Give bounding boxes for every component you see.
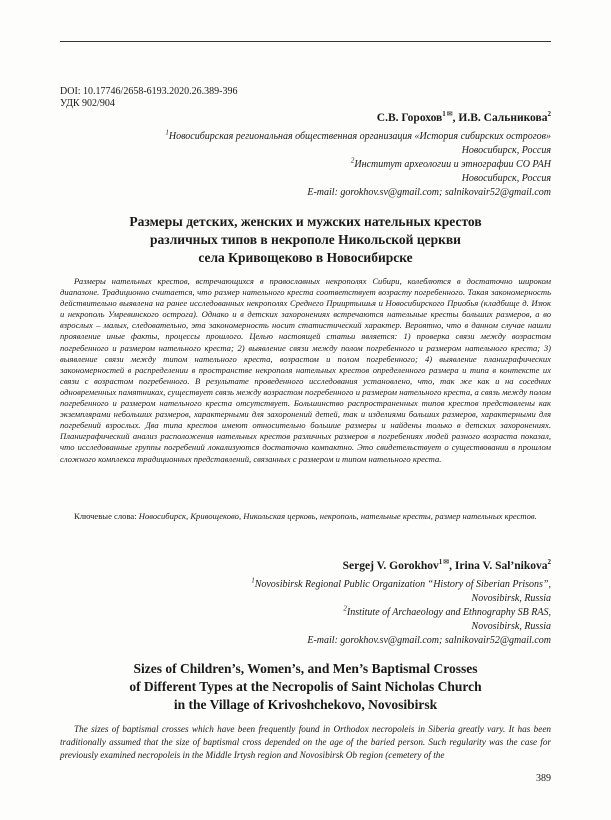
affil-line <box>251 606 551 620</box>
title-ru-line: села Кривощеково в Новосибирске <box>198 250 413 265</box>
affil-text: Novosibirsk, Russia <box>471 593 551 604</box>
page-number: 389 <box>536 773 551 784</box>
affil-line <box>251 620 551 634</box>
affil-email: E-mail: gorokhov.sv@gmail.com; salnikovair52@gmail.com <box>307 187 551 198</box>
title-en <box>60 660 551 714</box>
affil-text: Новосибирская региональная общественная организация «История сибирских острогов» <box>168 131 551 142</box>
title-ru-line: Размеры детских, женских и мужских нательных крестов <box>129 214 482 229</box>
affil-text: Novosibirsk, Russia <box>471 621 551 632</box>
author-separator: , <box>452 112 459 124</box>
author-ru-2: И.В. Сальникова <box>458 112 548 124</box>
affil-line <box>165 130 551 144</box>
affil-line <box>165 144 551 158</box>
author-en-2-sup: 2 <box>547 558 551 567</box>
title-ru <box>60 213 551 267</box>
affil-text: Новосибирск, Россия <box>461 173 551 184</box>
affil-text: Novosibirsk Regional Public Organization “History of Siberian Prisons”, <box>254 579 551 590</box>
affil-line <box>165 172 551 186</box>
doi: DOI: 10.17746/2658-6193.2020.26.389-396 <box>60 86 238 97</box>
udc: УДК 902/904 <box>60 98 115 109</box>
affil-sup: 1 <box>251 576 255 585</box>
title-en-line: in the Village of Krivoshchekovo, Novosibirsk <box>173 697 438 712</box>
envelope-icon: ✉ <box>446 110 453 119</box>
keywords-ru <box>60 511 551 522</box>
title-en-line: of Different Types at the Necropolis of Saint Nicholas Church <box>129 679 482 694</box>
affiliations-en <box>251 578 551 648</box>
envelope-icon: ✉ <box>443 558 450 567</box>
affil-text: Институт археологии и этнографии СО РАН <box>354 159 551 170</box>
header-rule <box>60 41 551 42</box>
authors-en <box>343 560 551 572</box>
affil-sup: 2 <box>343 604 347 613</box>
affil-text: Institute of Archaeology and Ethnography SB RAS, <box>346 607 551 618</box>
author-en-1-sup: 1 <box>438 558 443 567</box>
affil-sup: 1 <box>165 128 169 137</box>
affil-line <box>251 634 551 648</box>
author-en-1: Sergej V. Gorokhov <box>342 560 439 572</box>
affil-text: Новосибирск, Россия <box>461 145 551 156</box>
title-en-line: Sizes of Children’s, Women’s, and Men’s Baptismal Crosses <box>133 661 478 676</box>
author-en-2: Irina V. Sal’nikova <box>454 560 548 572</box>
authors-ru <box>377 112 551 124</box>
title-ru-line: различных типов в некрополе Никольской церкви <box>150 232 461 247</box>
affil-line <box>165 158 551 172</box>
author-ru-1-sup: 1 <box>442 110 446 119</box>
abstract-ru: Размеры нательных крестов, встречающихся в православных некрополях Сибири, колеблются в достаточно широком диапазоне. Традиционно считается, что размер нательного креста соответствует возрасту погребенного. Такая закономерность действительно выявлена на ранее исследованных некрополях Среднего Прииртышья и Новосибирского Приобья (кладбище д. Изюк и некрополь Умревинского острога). Однако и в детских захоронениях встречаются нательные кресты больших размеров, а во взрослых – малых, следовательно, эта закономерность носит статистический характер. Вероятно, что в данном случае нашли проявление иные факты, процессы прошлого. Целью настоящей статьи является: 1) проверка связи между возрастом погребенного и размером нательного креста; 2) выявление связи между полом погребенного и размером нательного креста; 3) выявление связи между типом нательного креста, возрастом и полом погребенного; 4) выявление планиграфических закономерностей в распределении в пространстве некрополя нательных крестов определенного размера и типа в контексте их связи с возрастом погребенного. В результате проведенного исследования установлено, что, так же как и на соседних одновременных памятниках, существует связь между возрастом погребенного и размером нательного креста, а связь между полом погребенного и размером нательного креста отсутствует. Большинство распространенных типов крестов представлены как экземплярами небольших размеров, характерными для захоронений детей, так и изделиями больших размеров, характерными для погребений взрослых. Два типа крестов имеют относительно большие размеры и найдены только в детских захоронениях. Планиграфический анализ расположения нательных крестов различных размеров в погребениях людей разного возраста показал, что исследованные группы погребений локализуются достаточно компактно. Это свидетельствует о существовании в прошлом сложного комплекса традиционных представлений, связанных с размером и типом нательного креста. <box>60 276 551 464</box>
author-ru-1: С.В. Горохов <box>376 112 443 124</box>
affiliations-ru <box>165 130 551 200</box>
keywords-list: Новосибирск, Кривощеково, Никольская церковь, некрополь, нательные кресты, размер нательных крестов. <box>138 511 537 521</box>
affil-line <box>251 592 551 606</box>
affil-line <box>251 578 551 592</box>
abstract-en: The sizes of baptismal crosses which have been frequently found in Orthodox necropoleis in Siberia greatly vary. It has been traditionally assumed that the size of baptismal cross depended on the age of the baried person. Such regularity was the case for previously examined necropoleis in the Middle Irtysh region and Novosibirsk Ob region (cemetery of the <box>60 724 551 760</box>
keywords-label: Ключевые слова: <box>74 511 139 521</box>
author-ru-2-sup: 2 <box>547 110 551 119</box>
author-separator: , <box>449 560 455 572</box>
affil-sup: 2 <box>350 156 355 165</box>
affil-email: E-mail: gorokhov.sv@gmail.com; salnikovair52@gmail.com <box>307 635 551 646</box>
affil-line <box>165 186 551 200</box>
article-meta <box>60 86 238 110</box>
